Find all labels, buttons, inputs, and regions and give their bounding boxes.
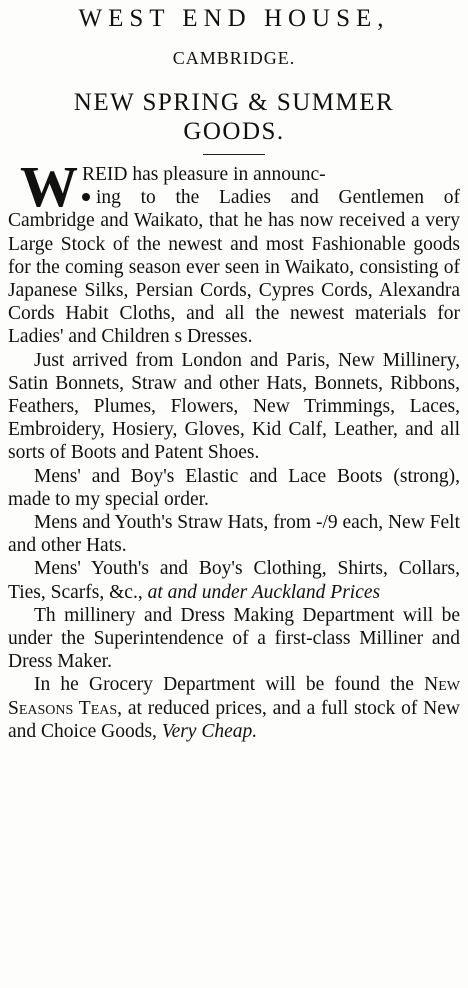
grocery-text-mid: , at reduced prices, and a full stock of New and Choice Goods, xyxy=(8,697,460,742)
hats-paragraph: Mens and Youth's Straw Hats, from -/9 each, New Felt and other Hats. xyxy=(8,512,460,557)
grocery-cheap-italic: Very Cheap. xyxy=(161,720,258,742)
intro-line-1: REID has pleasure in announc- xyxy=(82,164,326,185)
intro-line-2: ing to the Ladies and Gentlemen xyxy=(96,187,425,209)
boots-paragraph: Mens' and Boy's Elastic and Lace Boots (strong), made to my special order. xyxy=(8,465,460,510)
store-title: WEST END HOUSE, xyxy=(78,5,390,32)
grocery-paragraph xyxy=(8,673,460,743)
intro-paragraph xyxy=(8,154,461,349)
bullet-icon xyxy=(82,193,90,201)
headline-line-2: GOODS. xyxy=(183,118,285,145)
store-location: CAMBRIDGE. xyxy=(172,48,296,68)
clothing-paragraph xyxy=(8,557,460,603)
grocery-text-start: In he Grocery Department will be found the xyxy=(34,674,414,696)
clothing-text: Mens' Youth's and Boy's Clothing, Shirts, Collars, Ties, Scarfs, &c., xyxy=(8,558,460,603)
advertisement-body xyxy=(8,154,461,743)
arrivals-paragraph: Just arrived from London and Paris, New Millinery, Satin Bonnets, Straw and other Hats, Bonnets, Ribbons, Feathers, Plumes, Flowers, New Trimmings, Laces, Embroidery, Hosiery, Gloves, Kid Calf, Leather, and all sorts of Boots and Patent Shoes. xyxy=(8,349,460,464)
headline-line-1: NEW SPRING & SUMMER xyxy=(73,89,395,116)
grocery-teas-smallcaps: New Seasons Teas xyxy=(8,674,460,719)
clothing-prices-italic: at and under Auckland Prices xyxy=(147,581,381,603)
intro-rest: of Cambridge and Waikato, that he has now received a very Large Stock of the newest and most Fashionable goods for the coming season ever seen in Waikato, consisting of Japanese Silks, Persian Cords, Cypres Cords, Alexandra Cords Habit Cloths, and all the newest materials for Ladies' and Children s Dresses. xyxy=(8,187,461,348)
divider-rule xyxy=(203,154,265,155)
dropcap-letter: W xyxy=(20,154,76,219)
millinery-paragraph: Th millinery and Dress Making Department will be under the Superintendence of a first-class Milliner and Dress Maker. xyxy=(8,604,460,673)
